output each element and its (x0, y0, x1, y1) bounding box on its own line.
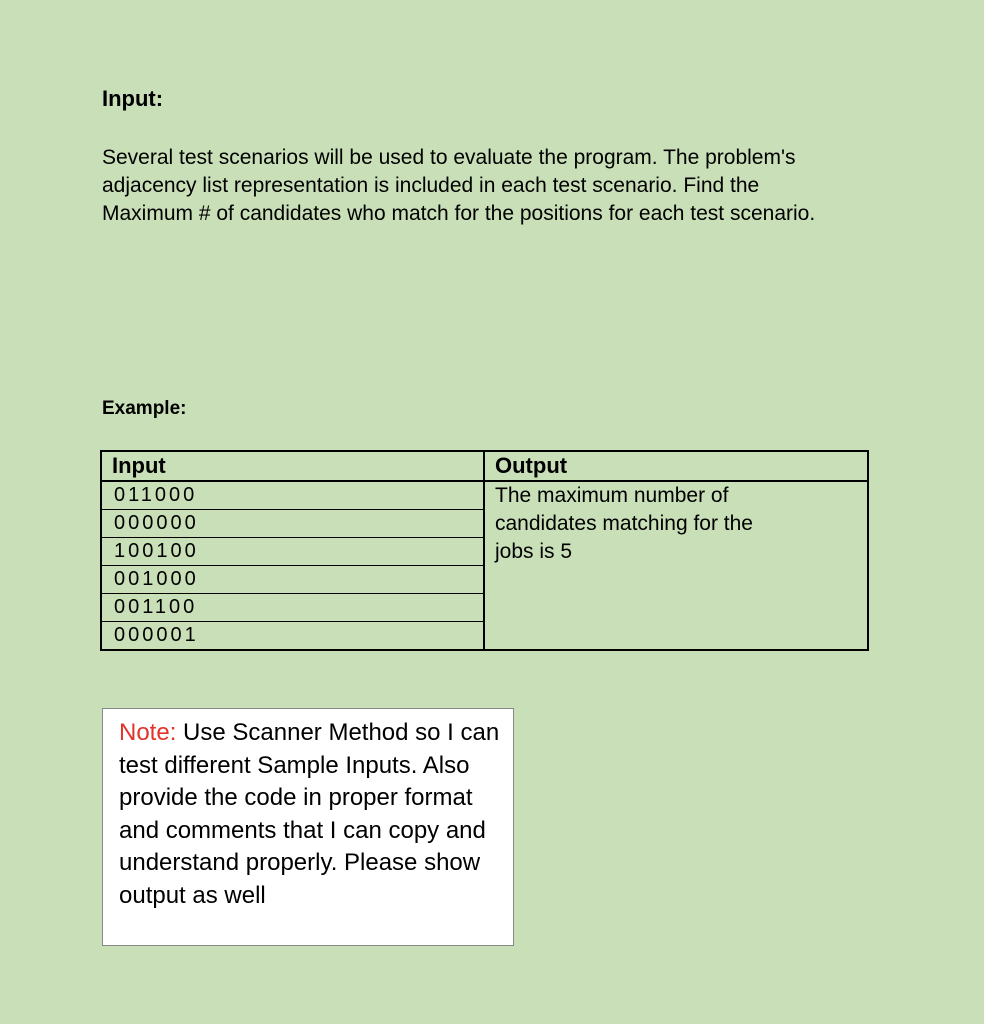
input-row: 001000 (102, 566, 483, 594)
table-header-output: Output (484, 451, 868, 481)
output-cell (484, 481, 868, 650)
input-cell (101, 481, 484, 650)
input-row: 011000 (102, 482, 483, 510)
output-text: The maximum number of candidates matching for the jobs is 5 (495, 484, 753, 563)
description-paragraph: Several test scenarios will be used to evaluate the program. The problem's adjacency list representation is included in each test scenario. Find the Maximum # of candidates who match for the positions for each test scenario. (102, 146, 816, 225)
input-row: 100100 (102, 538, 483, 566)
input-heading: Input: (102, 86, 164, 111)
input-row: 001100 (102, 594, 483, 622)
example-heading: Example: (102, 398, 187, 419)
note-label: Note: (119, 719, 177, 746)
input-row: 000000 (102, 510, 483, 538)
table-header-input: Input (101, 451, 484, 481)
note-text: Use Scanner Method so I can test different Sample Inputs. Also provide the code in proper format and comments that I can copy and understand properly. Please show output as well (119, 719, 500, 909)
example-table (100, 450, 869, 651)
note-box (102, 708, 514, 946)
input-row: 000001 (114, 624, 199, 646)
